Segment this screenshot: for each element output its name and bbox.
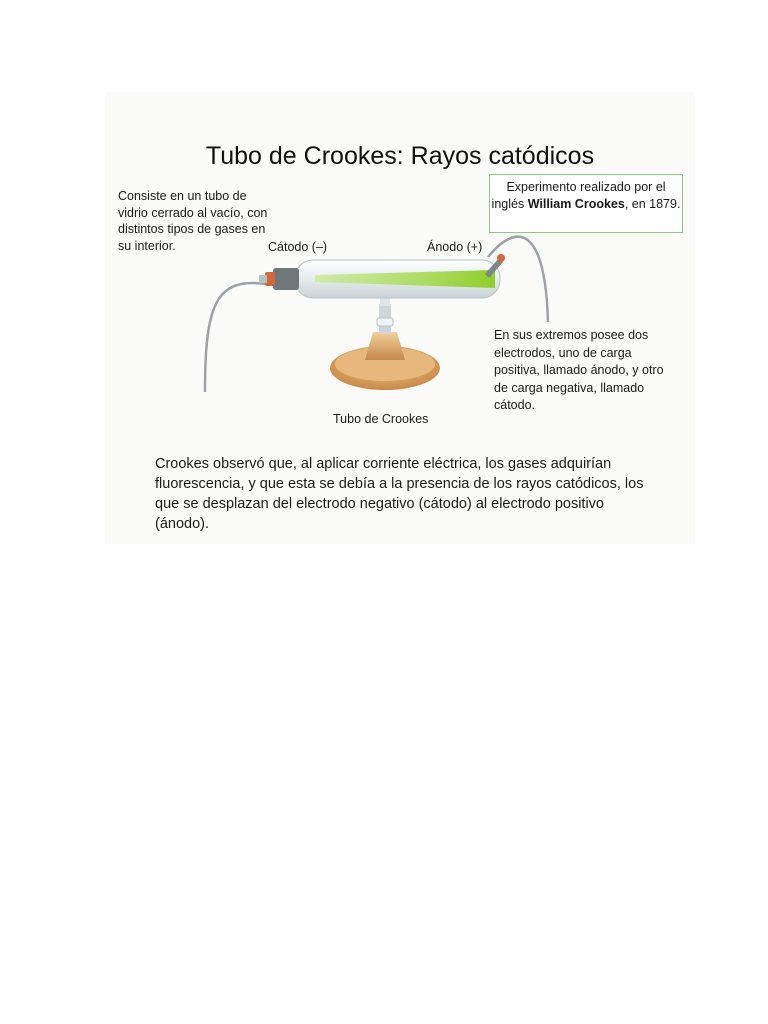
note-bold-name: William Crookes xyxy=(527,197,625,211)
cathode-wire xyxy=(205,283,265,392)
stand-pillar xyxy=(365,332,405,360)
electrodes-text: En sus extremos posee dos electrodos, uno de carga positiva, llamado ánodo, y otro de carga negativa, llamado cátodo. xyxy=(494,328,664,412)
cathode-electrode xyxy=(273,268,299,290)
crookes-tube-figure xyxy=(105,92,695,544)
note-suffix: , en 1879. xyxy=(624,197,681,211)
cathode-label: Cátodo (–) xyxy=(268,240,328,254)
anode-label: Ánodo (+) xyxy=(427,240,483,254)
intro-text: Consiste en un tubo de vidrio cerrado al vacío, con distintos tipos de gases en su interior. xyxy=(118,189,268,253)
note-prefix: Experimento realizado por el inglés xyxy=(491,180,666,211)
observation-text: Crookes observó que, al aplicar corriente eléctrica, los gases adquirían fluorescencia, y que esta se debía a la presencia de los rayos catódicos, los que se desplazan del electrodo negativo (cátodo) al electrodo positivo (ánodo). xyxy=(155,456,644,532)
experiment-note-box xyxy=(489,174,683,233)
figure-caption: Tubo de Crookes xyxy=(333,412,429,426)
diagram-title: Tubo de Crookes: Rayos catódicos xyxy=(205,142,595,170)
